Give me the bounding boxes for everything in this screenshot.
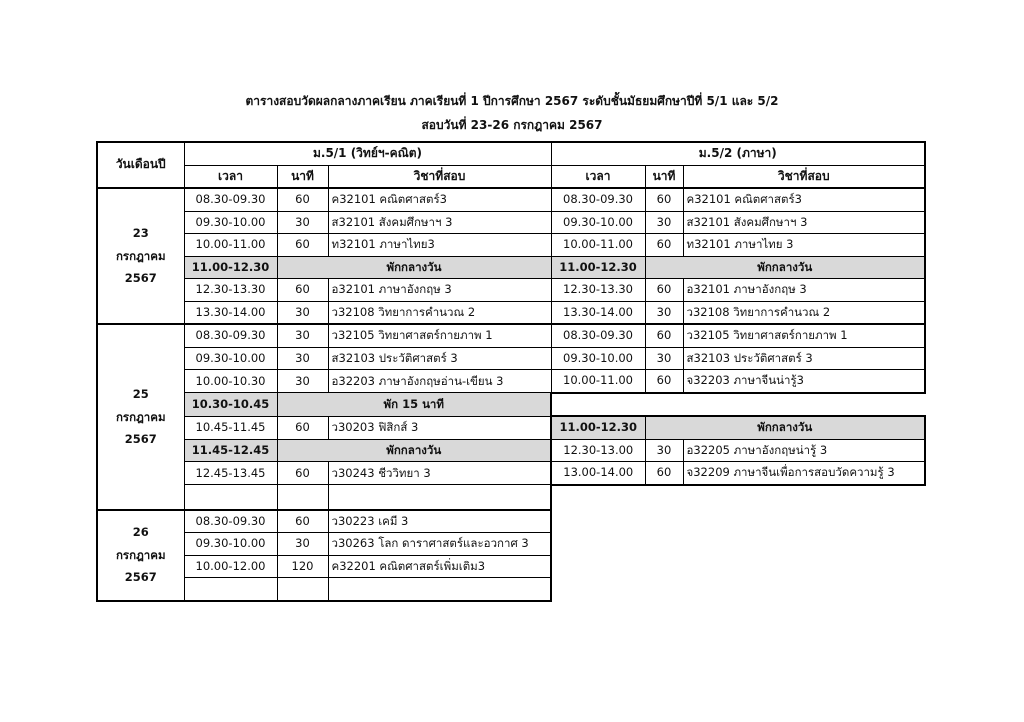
subject-cell: ว30223 เคมี 3 — [328, 510, 551, 533]
minutes-cell — [277, 485, 328, 510]
subject-cell: ค32101 คณิตศาสตร์3 — [328, 188, 551, 211]
time-cell: 10.00-10.30 — [184, 370, 277, 393]
minutes-cell: 30 — [645, 347, 683, 370]
time-cell: 08.30-09.30 — [551, 188, 645, 211]
subject-cell: อ32101 ภาษาอังกฤษ 3 — [328, 279, 551, 302]
time-cell: 13.00-14.00 — [551, 462, 645, 485]
subject-cell: จ32203 ภาษาจีนน่ารู้3 — [683, 370, 925, 393]
time-cell — [184, 578, 277, 601]
minutes-cell: 60 — [277, 462, 328, 485]
header-time: เวลา — [184, 165, 277, 188]
subject-cell: ว32105 วิทยาศาสตร์กายภาพ 1 — [683, 324, 925, 347]
date-month: กรกฎาคม — [115, 248, 166, 263]
subject-cell: ส32103 ประวัติศาสตร์ 3 — [328, 347, 551, 370]
break-time-cell: 11.00-12.30 — [551, 416, 645, 439]
subject-cell: ท32101 ภาษาไทย3 — [328, 234, 551, 257]
minutes-cell: 30 — [645, 301, 683, 324]
lunch-break-label: พักกลางวัน — [277, 256, 551, 279]
date-day: 23 — [132, 226, 149, 241]
empty-cell — [551, 393, 925, 417]
subject-cell: ส32101 สังคมศึกษาฯ 3 — [683, 211, 925, 234]
minutes-cell: 60 — [645, 234, 683, 257]
minutes-cell: 30 — [277, 301, 328, 324]
minutes-cell: 60 — [645, 462, 683, 485]
time-cell: 09.30-10.00 — [551, 211, 645, 234]
date-cell — [97, 188, 184, 324]
header-minutes: นาที — [645, 165, 683, 188]
subject-cell: ว30203 ฟิสิกส์ 3 — [328, 416, 551, 439]
header-class-5-1: ม.5/1 (วิทย์ฯ-คณิต) — [184, 142, 551, 165]
subject-cell: จ32209 ภาษาจีนเพื่อการสอบวัดความรู้ 3 — [683, 462, 925, 485]
date-month: กรกฎาคม — [115, 409, 166, 424]
minutes-cell — [277, 578, 328, 601]
time-cell: 08.30-09.30 — [184, 188, 277, 211]
subject-cell: ส32101 สังคมศึกษาฯ 3 — [328, 211, 551, 234]
break-time-cell: 11.45-12.45 — [184, 439, 277, 462]
date-day: 26 — [132, 525, 149, 540]
subject-cell — [328, 485, 551, 510]
exam-schedule-table — [96, 141, 926, 602]
subject-cell: อ32205 ภาษาอังกฤษน่ารู้ 3 — [683, 439, 925, 462]
time-cell: 08.30-09.30 — [184, 324, 277, 347]
minutes-cell: 60 — [277, 510, 328, 533]
subject-cell: ค32201 คณิตศาสตร์เพิ่มเติม3 — [328, 555, 551, 578]
time-cell — [184, 485, 277, 510]
minutes-cell: 60 — [645, 188, 683, 211]
time-cell: 12.30-13.30 — [551, 279, 645, 302]
subject-cell: ค32101 คณิตศาสตร์3 — [683, 188, 925, 211]
document-subtitle: สอบวันที่ 23-26 กรกฎาคม 2567 — [421, 118, 603, 132]
time-cell: 13.30-14.00 — [551, 301, 645, 324]
break-time-cell: 11.00-12.30 — [551, 256, 645, 279]
time-cell: 10.00-12.00 — [184, 555, 277, 578]
subject-cell: ว32108 วิทยาการคำนวณ 2 — [328, 301, 551, 324]
date-month: กรกฎาคม — [115, 547, 166, 562]
time-cell: 09.30-10.00 — [184, 533, 277, 556]
minutes-cell: 30 — [277, 347, 328, 370]
subject-cell: อ32101 ภาษาอังกฤษ 3 — [683, 279, 925, 302]
date-year: 2567 — [124, 271, 157, 286]
lunch-break-label: พักกลางวัน — [645, 416, 925, 439]
lunch-break-label: พักกลางวัน — [277, 439, 551, 462]
minutes-cell: 60 — [645, 370, 683, 393]
subject-cell: อ32203 ภาษาอังกฤษอ่าน-เขียน 3 — [328, 370, 551, 393]
subject-cell: ว32105 วิทยาศาสตร์กายภาพ 1 — [328, 324, 551, 347]
empty-cell — [551, 578, 925, 601]
time-cell: 10.00-11.00 — [551, 234, 645, 257]
subject-cell — [328, 578, 551, 601]
header-time: เวลา — [551, 165, 645, 188]
minutes-cell: 30 — [277, 324, 328, 347]
minutes-cell: 30 — [645, 439, 683, 462]
break-time-cell: 11.00-12.30 — [184, 256, 277, 279]
header-date: วันเดือนปี — [97, 142, 184, 188]
time-cell: 09.30-10.00 — [184, 347, 277, 370]
short-break-label: พัก 15 นาที — [277, 393, 551, 417]
date-day: 25 — [132, 387, 149, 402]
subject-cell: ว32108 วิทยาการคำนวณ 2 — [683, 301, 925, 324]
subject-cell: ว30243 ชีววิทยา 3 — [328, 462, 551, 485]
minutes-cell: 120 — [277, 555, 328, 578]
time-cell: 10.00-11.00 — [184, 234, 277, 257]
break-time-cell: 10.30-10.45 — [184, 393, 277, 417]
time-cell: 12.30-13.30 — [184, 279, 277, 302]
subject-cell: ท32101 ภาษาไทย 3 — [683, 234, 925, 257]
time-cell: 10.00-11.00 — [551, 370, 645, 393]
empty-cell — [551, 510, 925, 533]
empty-cell — [551, 555, 925, 578]
time-cell: 10.45-11.45 — [184, 416, 277, 439]
time-cell: 09.30-10.00 — [551, 347, 645, 370]
header-class-5-2: ม.5/2 (ภาษา) — [551, 142, 925, 165]
header-minutes: นาที — [277, 165, 328, 188]
minutes-cell: 60 — [277, 416, 328, 439]
subject-cell: ส32103 ประวัติศาสตร์ 3 — [683, 347, 925, 370]
minutes-cell: 60 — [277, 234, 328, 257]
document-title: ตารางสอบวัดผลกลางภาคเรียน ภาคเรียนที่ 1 ปีการศึกษา 2567 ระดับชั้นมัธยมศึกษาปีที่ 5/1 และ 5/2 — [245, 94, 779, 108]
time-cell: 12.45-13.45 — [184, 462, 277, 485]
minutes-cell: 60 — [645, 324, 683, 347]
header-subject: วิชาที่สอบ — [328, 165, 551, 188]
time-cell: 09.30-10.00 — [184, 211, 277, 234]
subject-cell: ว30263 โลก ดาราศาสตร์และอวกาศ 3 — [328, 533, 551, 556]
empty-cell — [551, 485, 925, 510]
minutes-cell: 30 — [277, 370, 328, 393]
header-subject: วิชาที่สอบ — [683, 165, 925, 188]
minutes-cell: 60 — [277, 279, 328, 302]
minutes-cell: 60 — [277, 188, 328, 211]
date-year: 2567 — [124, 431, 157, 446]
date-year: 2567 — [124, 570, 157, 585]
time-cell: 08.30-09.30 — [551, 324, 645, 347]
empty-cell — [551, 533, 925, 556]
lunch-break-label: พักกลางวัน — [645, 256, 925, 279]
minutes-cell: 60 — [645, 279, 683, 302]
date-cell — [97, 510, 184, 601]
time-cell: 08.30-09.30 — [184, 510, 277, 533]
minutes-cell: 30 — [277, 533, 328, 556]
minutes-cell: 30 — [277, 211, 328, 234]
date-cell — [97, 324, 184, 510]
minutes-cell: 30 — [645, 211, 683, 234]
time-cell: 13.30-14.00 — [184, 301, 277, 324]
time-cell: 12.30-13.00 — [551, 439, 645, 462]
